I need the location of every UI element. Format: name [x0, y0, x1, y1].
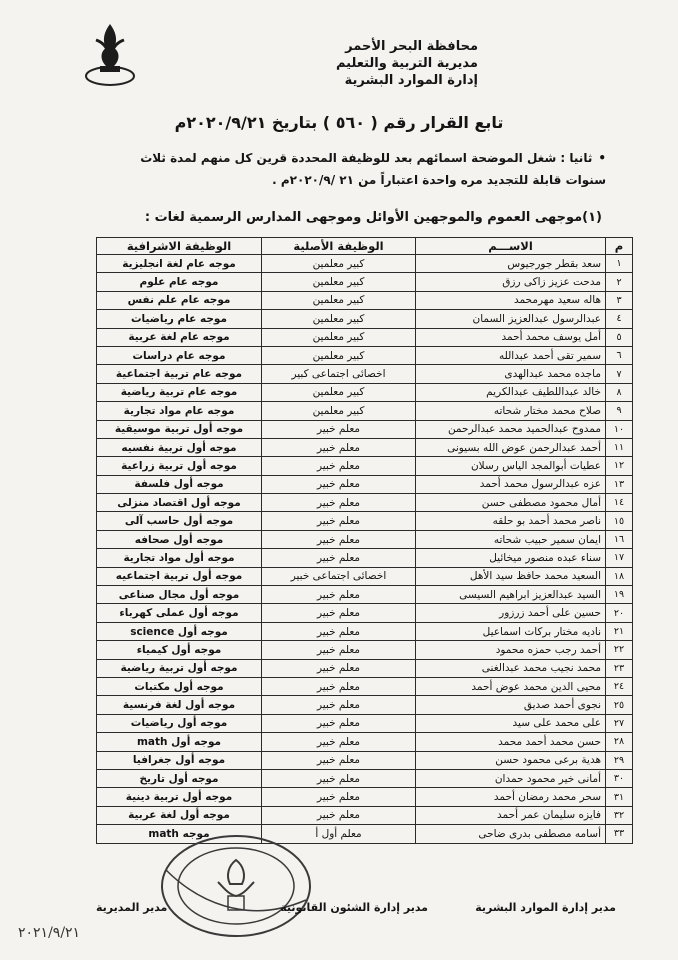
letterhead-org	[336, 38, 478, 89]
table-row	[97, 457, 633, 475]
row-supervisory-job: موجه عام تربية رياضية	[97, 383, 262, 401]
row-original-job: كبير معلمين	[262, 328, 416, 346]
second-clause-line-1: •ثانيا : شغل الموضحة اسمائهم بعد للوظيفة المحددة قرين كل منهم لمدة ثلاث	[140, 151, 606, 165]
row-supervisory-job: موجه عام علوم	[97, 273, 262, 291]
row-number: ٣٠	[606, 769, 633, 787]
row-name: عطيات أبوالمجد الياس رسلان	[416, 457, 606, 475]
row-supervisory-job: موجه أول فلسفة	[97, 475, 262, 493]
row-name: عبدالرسول عبدالعزيز السمان	[416, 310, 606, 328]
row-name: أمانى خير محمود حمدان	[416, 769, 606, 787]
table-row	[97, 659, 633, 677]
row-original-job: كبير معلمين	[262, 383, 416, 401]
col-header-supervisory-job: الوظيفة الاشرافية	[97, 238, 262, 255]
row-number: ١٤	[606, 494, 633, 512]
row-supervisory-job: موجه أول حاسب آلى	[97, 512, 262, 530]
row-original-job: كبير معلمين	[262, 273, 416, 291]
row-supervisory-job: موجه أول صحافه	[97, 530, 262, 548]
row-original-job: معلم خبير	[262, 586, 416, 604]
row-number: ٢٢	[606, 641, 633, 659]
row-supervisory-job: موجه أول تربية رياضية	[97, 659, 262, 677]
col-header-original-job: الوظيفة الأصلية	[262, 238, 416, 255]
row-name: ماجده محمد عبدالهدى	[416, 365, 606, 383]
row-supervisory-job: موجه عام علم نفس	[97, 291, 262, 309]
row-supervisory-job: موجه أول تربية دينية	[97, 788, 262, 806]
row-supervisory-job: موجه math	[97, 825, 262, 843]
col-header-name: الاســـم	[416, 238, 606, 255]
table-row	[97, 346, 633, 364]
second-clause	[48, 147, 606, 191]
row-original-job: كبير معلمين	[262, 310, 416, 328]
row-original-job: اخصائى اجتماعى كبير	[262, 365, 416, 383]
row-supervisory-job: موجه أول رياضيات	[97, 714, 262, 732]
table-row	[97, 769, 633, 787]
row-original-job: كبير معلمين	[262, 255, 416, 273]
governorate-logo-icon	[82, 18, 138, 88]
row-original-job: اخصائى اجتماعى خبير	[262, 567, 416, 585]
table-row	[97, 438, 633, 456]
table-row	[97, 291, 633, 309]
row-name: سناء عبده منصور ميخائيل	[416, 549, 606, 567]
row-supervisory-job: موجه أول جغرافيا	[97, 751, 262, 769]
row-original-job: معلم خبير	[262, 733, 416, 751]
table-row	[97, 420, 633, 438]
row-supervisory-job: موجه أول لغة عربية	[97, 806, 262, 824]
row-supervisory-job: موجه عام مواد تجارية	[97, 402, 262, 420]
row-name: سمير تقى أحمد عبدالله	[416, 346, 606, 364]
row-name: ايمان سمير حبيب شحاته	[416, 530, 606, 548]
row-original-job: معلم خبير	[262, 659, 416, 677]
row-number: ١٧	[606, 549, 633, 567]
row-number: ٢٣	[606, 659, 633, 677]
row-name: هاله سعيد مهرمحمد	[416, 291, 606, 309]
row-supervisory-job: موجه أول اقتصاد منزلى	[97, 494, 262, 512]
row-supervisory-job: موجه أول science	[97, 622, 262, 640]
signature-hr-director: مدير إدارة الموارد البشرية	[475, 901, 616, 914]
col-header-number: م	[606, 238, 633, 255]
table-row	[97, 733, 633, 751]
table-row	[97, 328, 633, 346]
row-number: ٤	[606, 310, 633, 328]
org-governorate: محافظة البحر الأحمر	[345, 39, 478, 54]
row-name: على محمد على سيد	[416, 714, 606, 732]
row-name: أحمد رجب حمزه محمود	[416, 641, 606, 659]
official-seal-icon	[156, 830, 316, 942]
row-original-job: معلم خبير	[262, 438, 416, 456]
row-original-job: معلم خبير	[262, 457, 416, 475]
table-row	[97, 567, 633, 585]
row-number: ٢٨	[606, 733, 633, 751]
row-supervisory-job: موجه عام رياضيات	[97, 310, 262, 328]
org-department: إدارة الموارد البشرية	[344, 73, 478, 88]
table-row	[97, 530, 633, 548]
row-name: محيى الدين محمد عوض أحمد	[416, 677, 606, 695]
row-number: ٢	[606, 273, 633, 291]
row-number: ١٥	[606, 512, 633, 530]
row-supervisory-job: موجه أول كيمياء	[97, 641, 262, 659]
row-number: ٢٥	[606, 696, 633, 714]
table-row	[97, 549, 633, 567]
row-name: هدية برعى محمود حسن	[416, 751, 606, 769]
row-supervisory-job: موجه أول تربية موسيقية	[97, 420, 262, 438]
row-number: ٨	[606, 383, 633, 401]
row-name: حسين على أحمد زرزور	[416, 604, 606, 622]
row-original-job: معلم خبير	[262, 530, 416, 548]
row-name: ناديه مختار بركات اسماعيل	[416, 622, 606, 640]
row-name: أمل يوسف محمد أحمد	[416, 328, 606, 346]
decision-title: تابع القرار رقم ( ٥٦٠ ) بتاريخ ٢٠٢٠/٩/٢١م	[174, 113, 504, 132]
row-number: ١٠	[606, 420, 633, 438]
row-supervisory-job: موجه أول تاريخ	[97, 769, 262, 787]
row-original-job: كبير معلمين	[262, 291, 416, 309]
signature-legal-director: مدير إدارة الشئون القانونية	[280, 901, 428, 914]
row-original-job: معلم خبير	[262, 549, 416, 567]
row-original-job: معلم خبير	[262, 788, 416, 806]
table-row	[97, 696, 633, 714]
row-name: ممدوح عبدالحميد محمد عبدالرحمن	[416, 420, 606, 438]
row-number: ١٦	[606, 530, 633, 548]
row-name: خالد عبداللطيف عبدالكريم	[416, 383, 606, 401]
row-number: ٥	[606, 328, 633, 346]
table-row	[97, 365, 633, 383]
row-supervisory-job: موجه أول لغة فرنسية	[97, 696, 262, 714]
row-name: نجوى أحمد صديق	[416, 696, 606, 714]
row-name: صلاح محمد مختار شحاته	[416, 402, 606, 420]
table-row	[97, 788, 633, 806]
table-row	[97, 641, 633, 659]
row-name: مدحت عزيز زاكى رزق	[416, 273, 606, 291]
row-number: ١٩	[606, 586, 633, 604]
table-row	[97, 622, 633, 640]
row-original-job: معلم خبير	[262, 806, 416, 824]
table-row	[97, 402, 633, 420]
row-number: ٢٧	[606, 714, 633, 732]
row-number: ٦	[606, 346, 633, 364]
row-number: ١٢	[606, 457, 633, 475]
row-name: السعيد محمد حافظ سيد الأهل	[416, 567, 606, 585]
row-original-job: معلم خبير	[262, 622, 416, 640]
row-number: ٢١	[606, 622, 633, 640]
row-number: ١	[606, 255, 633, 273]
signature-directorate-head: مدير المديرية	[96, 901, 168, 914]
row-supervisory-job: موجه أول مجال صناعى	[97, 586, 262, 604]
row-supervisory-job: موجه أول تربية نفسيه	[97, 438, 262, 456]
row-name: أحمد عبدالرحمن عوض الله بسيونى	[416, 438, 606, 456]
row-supervisory-job: موجه أول مواد تجارية	[97, 549, 262, 567]
row-number: ١١	[606, 438, 633, 456]
row-original-job: معلم خبير	[262, 420, 416, 438]
row-original-job: معلم خبير	[262, 494, 416, 512]
table-body	[97, 255, 633, 844]
row-supervisory-job: موجه عام لغة عربية	[97, 328, 262, 346]
row-original-job: معلم خبير	[262, 714, 416, 732]
row-number: ٣٣	[606, 825, 633, 843]
row-name: السيد عبدالعزيز ابراهيم السيسى	[416, 586, 606, 604]
table-row	[97, 751, 633, 769]
row-name: سحر محمد رمضان أحمد	[416, 788, 606, 806]
org-directorate: مديرية التربية والتعليم	[335, 56, 478, 71]
section-title: (١)موجهى العموم والموجهين الأوائل وموجهى المدارس الرسمية لغات :	[144, 210, 602, 225]
row-name: ناصر محمد أحمد بو حلقه	[416, 512, 606, 530]
row-name: عزه عبدالرسول محمد أحمد	[416, 475, 606, 493]
table-row	[97, 512, 633, 530]
row-supervisory-job: موجه أول تربية اجتماعيه	[97, 567, 262, 585]
row-original-job: معلم خبير	[262, 604, 416, 622]
row-number: ٣	[606, 291, 633, 309]
row-name: فايزه سليمان عمر أحمد	[416, 806, 606, 824]
row-number: ٢٩	[606, 751, 633, 769]
row-original-job: كبير معلمين	[262, 346, 416, 364]
row-original-job: معلم أول أ	[262, 825, 416, 843]
row-number: ٩	[606, 402, 633, 420]
row-original-job: معلم خبير	[262, 769, 416, 787]
row-original-job: كبير معلمين	[262, 402, 416, 420]
row-original-job: معلم خبير	[262, 641, 416, 659]
row-number: ٣٢	[606, 806, 633, 824]
row-supervisory-job: موجه عام تربية اجتماعية	[97, 365, 262, 383]
row-supervisory-job: موجه أول math	[97, 733, 262, 751]
row-number: ٣١	[606, 788, 633, 806]
table-row	[97, 677, 633, 695]
row-original-job: معلم خبير	[262, 677, 416, 695]
row-supervisory-job: موجه أول عملى كهرباء	[97, 604, 262, 622]
row-original-job: معلم خبير	[262, 696, 416, 714]
row-number: ٧	[606, 365, 633, 383]
row-name: أسامه مصطفى بدرى ضاحى	[416, 825, 606, 843]
second-clause-line-2: سنوات قابلة للتجديد مره واحدة اعتباراً من ٢١ /٢٠٢٠/٩م .	[272, 173, 606, 187]
row-name: سعد بقطر جورجيوس	[416, 255, 606, 273]
row-name: حسن محمد أحمد محمد	[416, 733, 606, 751]
table-row	[97, 806, 633, 824]
row-original-job: معلم خبير	[262, 751, 416, 769]
table-row	[97, 714, 633, 732]
table-row	[97, 255, 633, 273]
handwritten-date: ٢٠٢١/٩/٢١	[18, 925, 81, 941]
table-row	[97, 586, 633, 604]
row-supervisory-job: موجه عام دراسات	[97, 346, 262, 364]
row-number: ٢٠	[606, 604, 633, 622]
row-name: أمال محمود مصطفى حسن	[416, 494, 606, 512]
row-supervisory-job: موجه أول مكتبات	[97, 677, 262, 695]
appointments-table	[96, 237, 633, 844]
table-row	[97, 383, 633, 401]
row-supervisory-job: موجه عام لغة انجليزية	[97, 255, 262, 273]
table-row	[97, 273, 633, 291]
table-row	[97, 604, 633, 622]
row-original-job: معلم خبير	[262, 512, 416, 530]
row-name: محمد نجيب محمد عبدالغنى	[416, 659, 606, 677]
table-row	[97, 494, 633, 512]
table-row	[97, 310, 633, 328]
row-number: ١٨	[606, 567, 633, 585]
row-number: ١٣	[606, 475, 633, 493]
row-supervisory-job: موجه أول تربية زراعية	[97, 457, 262, 475]
row-number: ٢٤	[606, 677, 633, 695]
row-original-job: معلم خبير	[262, 475, 416, 493]
table-row	[97, 475, 633, 493]
table-header-row	[97, 238, 633, 255]
